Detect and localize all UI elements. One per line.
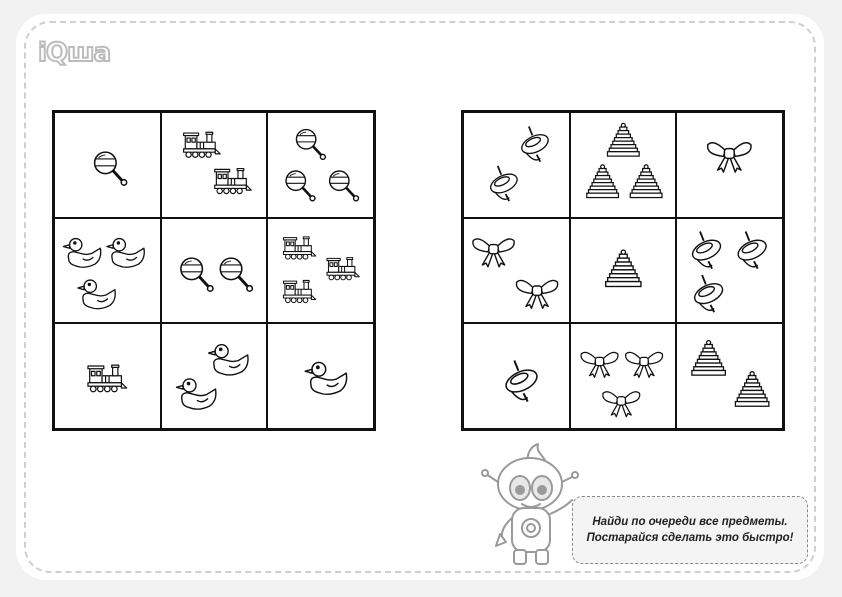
grid-cell[interactable] xyxy=(463,112,570,218)
cell-drawing xyxy=(677,324,782,428)
duck-icon[interactable] xyxy=(63,238,100,267)
train-icon[interactable] xyxy=(183,132,220,157)
cell-drawing xyxy=(571,113,676,217)
rattle-icon[interactable] xyxy=(330,171,359,201)
train-icon[interactable] xyxy=(88,365,127,392)
logo-text: iQша xyxy=(38,38,111,68)
cell-drawing xyxy=(162,113,267,217)
pyramid-icon[interactable] xyxy=(630,165,662,198)
grid-cell[interactable] xyxy=(570,218,677,324)
cell-drawing xyxy=(464,219,569,323)
grid-cell[interactable] xyxy=(54,323,161,429)
duck-icon[interactable] xyxy=(107,238,144,267)
grid-cell[interactable] xyxy=(161,218,268,324)
train-icon[interactable] xyxy=(284,280,316,302)
bow-icon[interactable] xyxy=(516,280,557,308)
cell-drawing xyxy=(464,113,569,217)
cell-drawing xyxy=(571,219,676,323)
grid-cell[interactable] xyxy=(54,112,161,218)
cell-drawing xyxy=(162,219,267,323)
pyramid-icon[interactable] xyxy=(586,165,618,198)
grid-cell[interactable] xyxy=(267,112,374,218)
grid-cell[interactable] xyxy=(54,218,161,324)
cell-drawing xyxy=(55,113,160,217)
left-grid xyxy=(52,110,376,431)
iqsha-logo xyxy=(38,36,130,70)
cell-drawing xyxy=(268,324,373,428)
bow-icon[interactable] xyxy=(708,143,751,172)
duck-icon[interactable] xyxy=(78,280,115,309)
grid-cell[interactable] xyxy=(267,218,374,324)
bow-icon[interactable] xyxy=(473,239,514,267)
spinning-top-icon[interactable] xyxy=(503,361,541,402)
duck-icon[interactable] xyxy=(208,345,247,375)
instruction-line-2: Постарайся сделать это быстро! xyxy=(586,532,794,544)
train-icon[interactable] xyxy=(327,257,359,279)
pyramid-icon[interactable] xyxy=(736,372,769,407)
instruction-line-1: Найди по очереди все предметы. xyxy=(592,516,788,528)
grid-cell[interactable] xyxy=(463,218,570,324)
right-grid xyxy=(461,110,785,431)
spinning-top-icon[interactable] xyxy=(488,166,520,201)
duck-icon[interactable] xyxy=(176,379,215,409)
grid-cell[interactable] xyxy=(463,323,570,429)
bow-icon[interactable] xyxy=(581,353,618,378)
grid-cell[interactable] xyxy=(676,323,783,429)
grid-cell[interactable] xyxy=(570,323,677,429)
grid-cell[interactable] xyxy=(161,323,268,429)
cell-drawing xyxy=(464,324,569,428)
robot-mascot-icon xyxy=(476,442,586,570)
pyramid-icon[interactable] xyxy=(692,341,725,376)
cell-drawing xyxy=(571,324,676,428)
bow-icon[interactable] xyxy=(625,353,662,378)
instruction-bubble xyxy=(572,496,808,564)
grid-cell[interactable] xyxy=(570,112,677,218)
grid-cell[interactable] xyxy=(267,323,374,429)
cell-drawing xyxy=(55,219,160,323)
rattle-icon[interactable] xyxy=(297,130,326,160)
cell-drawing xyxy=(677,219,782,323)
spinning-top-icon[interactable] xyxy=(519,126,551,161)
train-icon[interactable] xyxy=(214,169,251,194)
spinning-top-icon[interactable] xyxy=(692,275,726,312)
cell-drawing xyxy=(268,113,373,217)
spinning-top-icon[interactable] xyxy=(690,231,724,268)
cell-drawing xyxy=(677,113,782,217)
grid-cell[interactable] xyxy=(161,112,268,218)
rattle-icon[interactable] xyxy=(220,258,252,291)
rattle-icon[interactable] xyxy=(95,152,127,185)
grid-cell[interactable] xyxy=(676,112,783,218)
cell-drawing xyxy=(55,324,160,428)
grid-cell[interactable] xyxy=(676,218,783,324)
pyramid-icon[interactable] xyxy=(605,250,640,286)
pyramid-icon[interactable] xyxy=(607,123,639,156)
duck-icon[interactable] xyxy=(305,363,346,395)
cell-drawing xyxy=(162,324,267,428)
train-icon[interactable] xyxy=(284,237,316,259)
bow-icon[interactable] xyxy=(602,392,639,417)
rattle-icon[interactable] xyxy=(286,171,315,201)
rattle-icon[interactable] xyxy=(181,258,213,291)
spinning-top-icon[interactable] xyxy=(735,231,769,268)
cell-drawing xyxy=(268,219,373,323)
